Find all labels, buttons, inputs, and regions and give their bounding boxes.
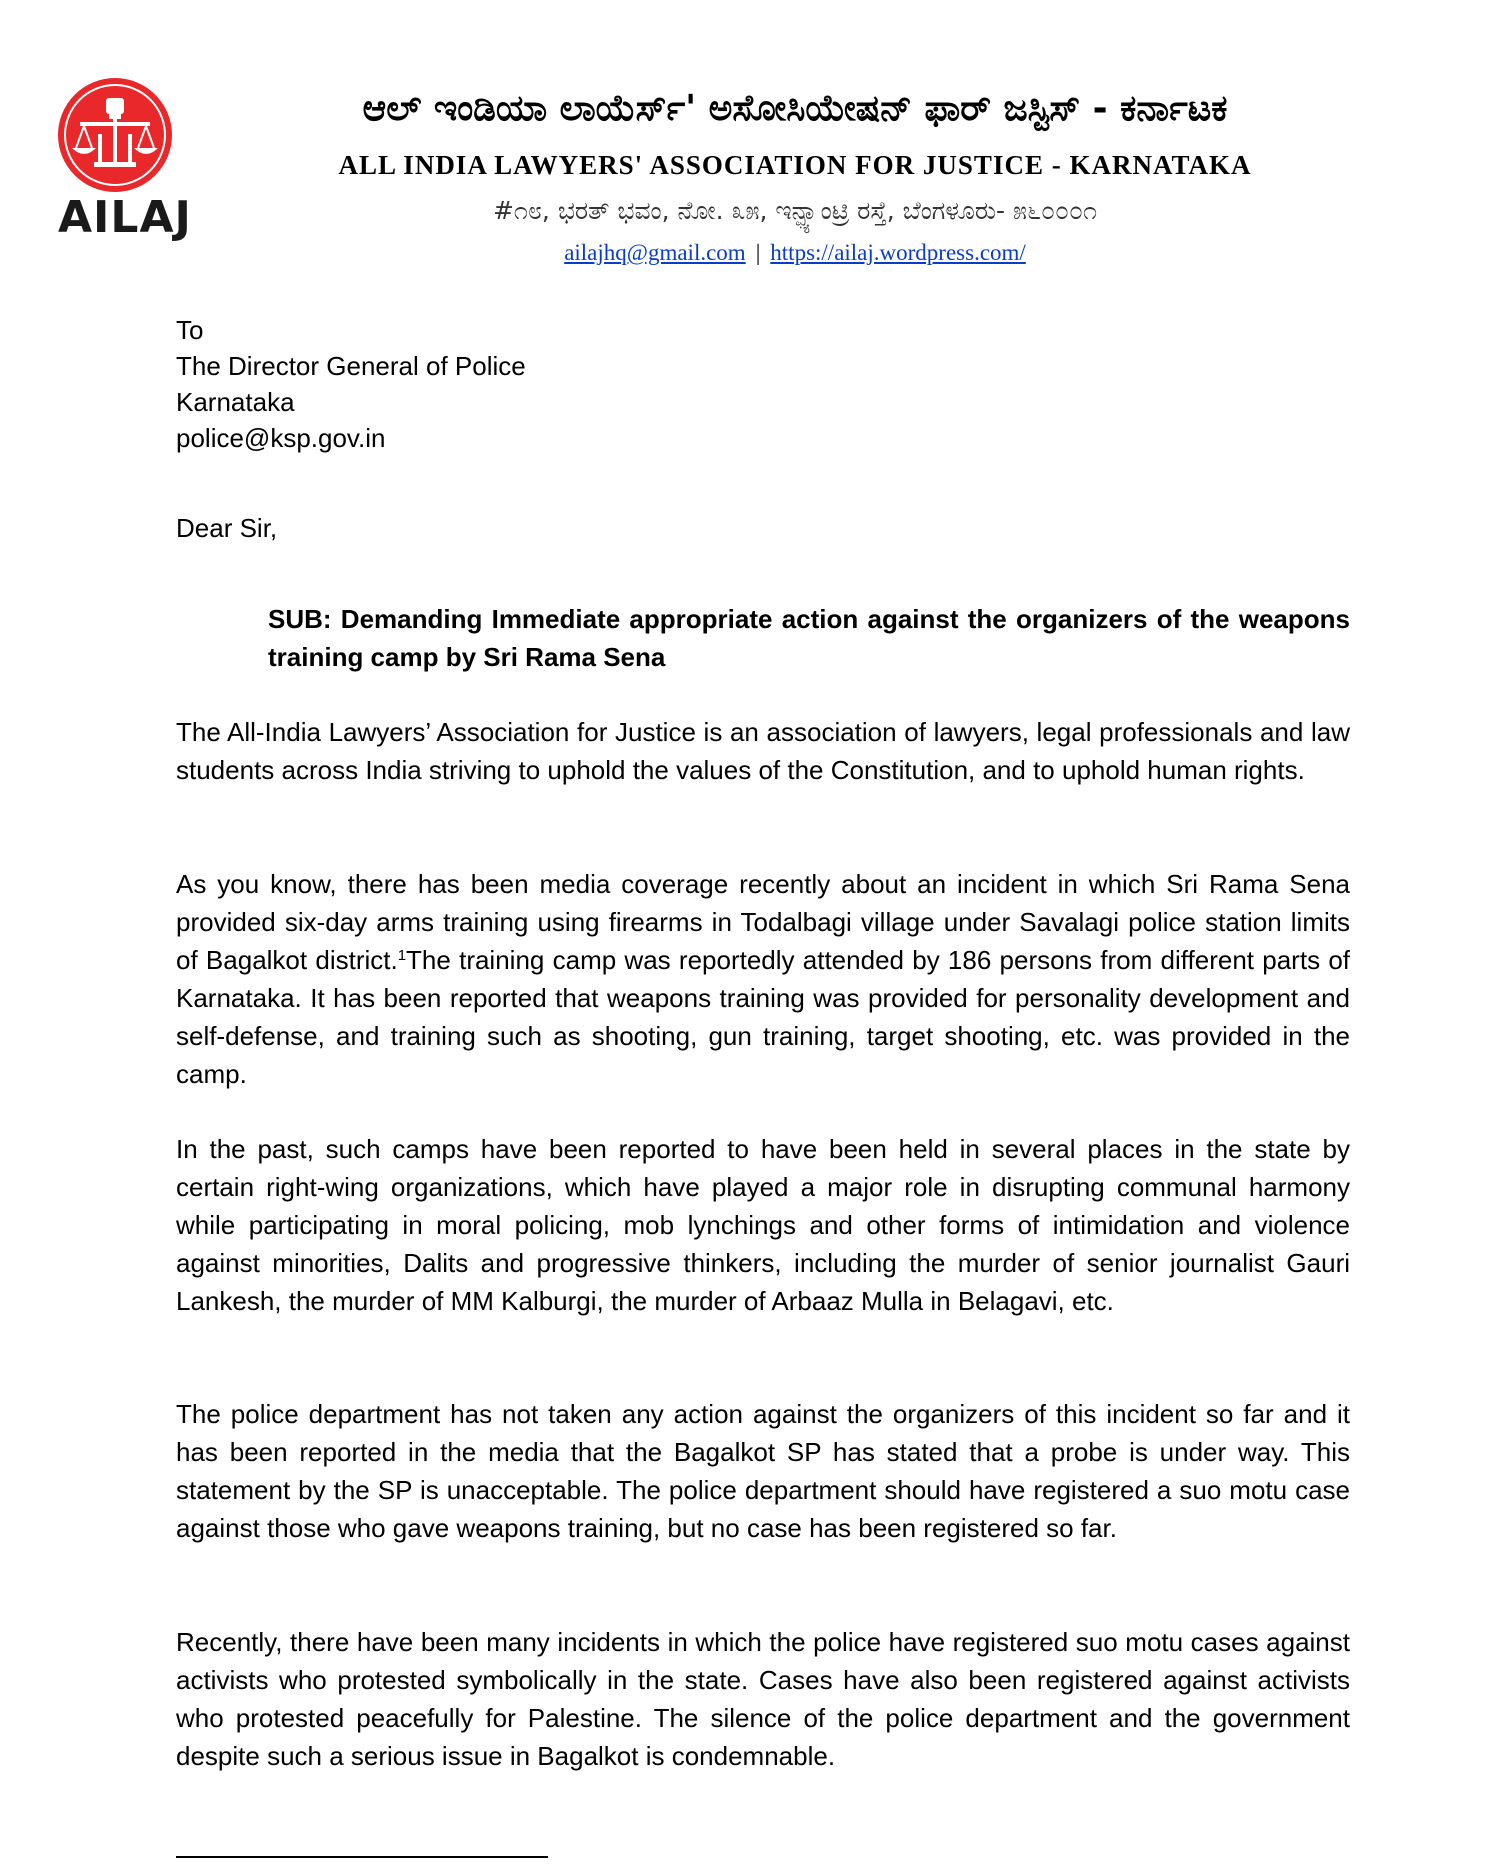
incident-text-a: As you know, there has been media coverage recently about an incident in which Sri Rama Sena provided six-day arms training using firearms in Todalbagi village under Savalagi police station limits of Bagalkot district. [176,869,1350,975]
scales-fist-emblem-icon [58,78,172,192]
recipient-title: The Director General of Police [176,351,526,381]
address-kannada: #೧೮, ಭರತ್ ಭವಂ, ನೋ. ೩೫, ಇನ್ಫ್ಯಾಂಟ್ರಿ ರಸ್ತೆ, ಬೆಂಗಳೂರು- ೫೬೦೦೦೧ [492,196,1097,225]
title-english: ALL INDIA LAWYERS' ASSOCIATION FOR JUSTICE - KARNATAKA [338,150,1252,180]
incident-text-b: The training camp was reportedly attended by 186 persons from different parts of Karnataka. It has been reported that weapons training was provided for personality development and self-defense, and training such as shooting, gun training, target shooting, etc. was provided in the camp. [176,945,1350,1089]
logo-wordmark: AILAJ [58,192,192,243]
footnote-marker: 1 [397,947,407,964]
paragraph-intro: The All-India Lawyers’ Association for Justice is an association of lawyers, legal professionals and law students across India striving to uphold the values of the Constitution, and to uphold human rights. [176,717,1350,785]
paragraph-incident [176,865,1350,1093]
recipient-address [176,312,1350,456]
recipient-state: Karnataka [176,387,295,417]
ailaj-logo [58,78,192,243]
contact-line [240,240,1350,266]
paragraph-suo-motu: Recently, there have been many incidents in which the police have registered suo motu cases against activists who protested symbolically in the state. Cases have also been registered against activists who protested peacefully for Palestine. The silence of the police department and the government despite such a serious issue in Bagalkot is condemnable. [176,1627,1350,1771]
paragraph-history: In the past, such camps have been reported to have been held in several places in the state by certain right-wing organizations, which have played a major role in disrupting communal harmony while participating in moral policing, mob lynchings and other forms of intimidation and violence against minorities, Dalits and progressive thinkers, including the murder of senior journalist Gauri Lankesh, the murder of MM Kalburgi, the murder of Arbaaz Mulla in Belagavi, etc. [176,1134,1350,1316]
recipient-to: To [176,315,204,345]
footnote-divider [176,1856,548,1858]
website-link[interactable]: https://ailaj.wordpress.com/ [770,240,1026,265]
paragraph-police-inaction: The police department has not taken any action against the organizers of this incident so far and it has been reported in the media that the Bagalkot SP has stated that a probe is under way. This statement by the SP is unacceptable. The police department should have registered a suo motu case against those who gave weapons training, but no case has been registered so far. [176,1399,1350,1543]
title-kannada: ಆಲ್ ಇಂಡಿಯಾ ಲಾಯೆರ್ಸ್' ಅಸೋಸಿಯೇಷನ್ ಫಾರ್ ಜಸ್ಟಿಸ್ - ಕರ್ನಾಟಕ [362,88,1228,129]
contact-separator: | [755,240,761,265]
salutation: Dear Sir, [176,513,278,543]
email-link[interactable]: ailajhq@gmail.com [564,240,746,265]
recipient-email: police@ksp.gov.in [176,423,386,453]
subject-line: SUB: Demanding Immediate appropriate action against the organizers of the weapons training camp by Sri Rama Sena [268,604,1350,672]
